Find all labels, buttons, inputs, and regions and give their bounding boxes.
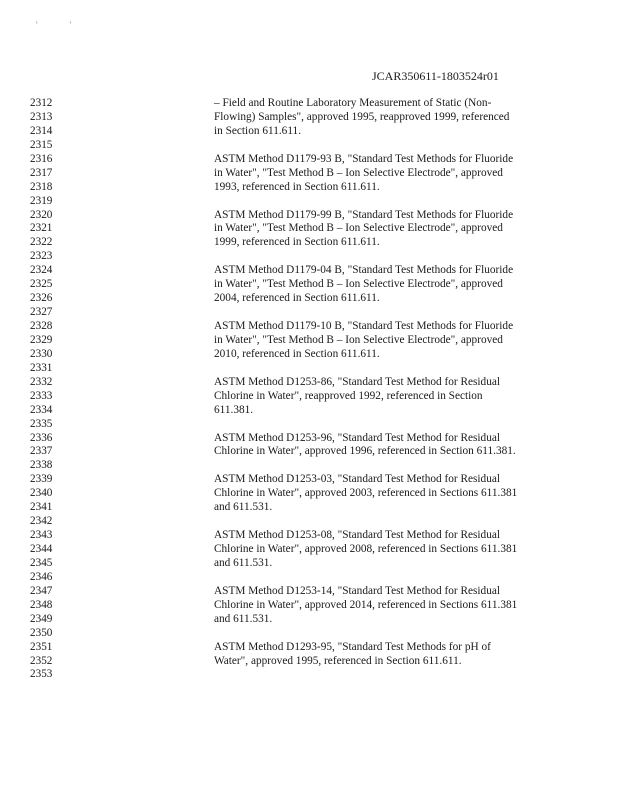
text-line: and 611.531. [214,501,273,514]
text-line: 1999, referenced in Section 611.611. [214,236,380,249]
line-number: 2351 [30,640,53,653]
document-id: JCAR350611-1803524r01 [372,69,499,83]
line-number: 2341 [30,501,53,514]
text-line [214,195,554,209]
text-line [214,362,554,376]
line-number: 2344 [30,543,53,555]
text-line [214,418,554,432]
text-line [214,515,554,529]
text-line [214,668,554,682]
line-number: 2339 [30,473,53,486]
text-line [214,250,554,264]
text-line: 2004, referenced in Section 611.611. [214,292,380,305]
corner-mark: ' [69,20,72,30]
line-number: 2323 [30,250,53,263]
corner-mark: ' [36,20,38,30]
text-line: Chlorine in Water", approved 1996, referenced in Section 611.381. [214,445,516,458]
line-number: 2316 [30,152,53,165]
line-number: 2314 [30,124,53,137]
line-number: 2317 [30,166,53,179]
line-number: 2330 [30,347,53,360]
text-line: in Water", "Test Method B – Ion Selective Electrode", approved [214,166,503,179]
line-number: 2327 [30,306,53,319]
text-line: in Water", "Test Method B – Ion Selective Electrode", approved [214,278,503,291]
text-line: Chlorine in Water", approved 2003, referenced in Sections 611.381 [214,487,518,500]
text-line: ASTM Method D1253-96, "Standard Test Method for Residual [214,431,501,444]
line-number: 2346 [30,570,53,583]
line-number: 2349 [30,612,53,625]
text-line: 2010, referenced in Section 611.611. [214,347,380,360]
line-number: 2345 [30,556,53,569]
text-line: 1993, referenced in Section 611.611. [214,180,380,193]
line-number: 2347 [30,584,53,597]
text-line [214,627,554,641]
text-line: and 611.531. [214,612,273,625]
text-line: ASTM Method D1179-04 B, "Standard Test Methods for Fluoride [214,264,514,277]
text-line [214,306,554,320]
text-line: Water", approved 1995, referenced in Section 611.611. [214,654,462,667]
line-number: 2343 [30,529,53,542]
line-number: 2326 [30,292,53,305]
line-number: 2337 [30,445,53,458]
line-number: 2319 [30,194,53,207]
line-number: 2331 [30,361,53,374]
line-number: 2338 [30,459,53,472]
text-line [214,459,554,473]
line-number: 2334 [30,403,53,416]
text-line: ASTM Method D1253-14, "Standard Test Method for Residual [214,584,501,597]
line-number: 2320 [30,208,53,221]
text-line: 611.381. [214,403,254,416]
line-number: 2318 [30,180,53,193]
line-number: 2342 [30,515,53,528]
line-number: 2329 [30,333,53,346]
line-number: 2315 [30,138,53,151]
line-number: 2333 [30,389,53,402]
line-number: 2312 [30,97,53,109]
line-number: 2340 [30,487,53,500]
line-number: 2322 [30,236,53,249]
text-line [214,139,554,153]
line-number-column [30,97,70,682]
text-line: Chlorine in Water", approved 2008, referenced in Sections 611.381 [214,543,518,555]
line-number: 2348 [30,598,53,611]
text-line: ASTM Method D1179-93 B, "Standard Test Methods for Fluoride [214,152,514,165]
line-number: 2336 [30,431,53,444]
text-line: ASTM Method D1253-08, "Standard Test Method for Residual [214,529,501,542]
line-number: 2325 [30,278,53,291]
text-line: in Section 611.611. [214,124,302,137]
text-line: ASTM Method D1253-86, "Standard Test Method for Residual [214,375,501,388]
text-line: ASTM Method D1179-10 B, "Standard Test Methods for Fluoride [214,320,514,332]
line-number: 2324 [30,264,53,277]
line-number: 2321 [30,222,53,235]
text-line: ASTM Method D1179-99 B, "Standard Test Methods for Fluoride [214,208,514,221]
text-line: in Water", "Test Method B – Ion Selective Electrode", approved [214,222,503,235]
text-line: in Water", "Test Method B – Ion Selective Electrode", approved [214,333,503,346]
line-number: 2313 [30,110,53,123]
line-number: 2332 [30,375,53,388]
line-number: 2350 [30,626,53,639]
text-line: Chlorine in Water", approved 2014, referenced in Sections 611.381 [214,598,518,611]
corner-marks [36,20,102,30]
line-number: 2353 [30,668,53,681]
text-line: ASTM Method D1293-95, "Standard Test Methods for pH of [214,640,491,653]
text-line: and 611.531. [214,556,273,569]
text-line [214,571,554,585]
line-number: 2328 [30,320,53,332]
body-text-column [214,97,554,682]
text-line: ASTM Method D1253-03, "Standard Test Method for Residual [214,473,501,486]
line-number: 2352 [30,654,53,667]
text-line: – Field and Routine Laboratory Measurement of Static (Non- [214,97,492,109]
text-line: Flowing) Samples", approved 1995, reapproved 1999, referenced [214,110,510,123]
line-number: 2335 [30,417,53,430]
text-line: Chlorine in Water", reapproved 1992, referenced in Section [214,389,483,402]
